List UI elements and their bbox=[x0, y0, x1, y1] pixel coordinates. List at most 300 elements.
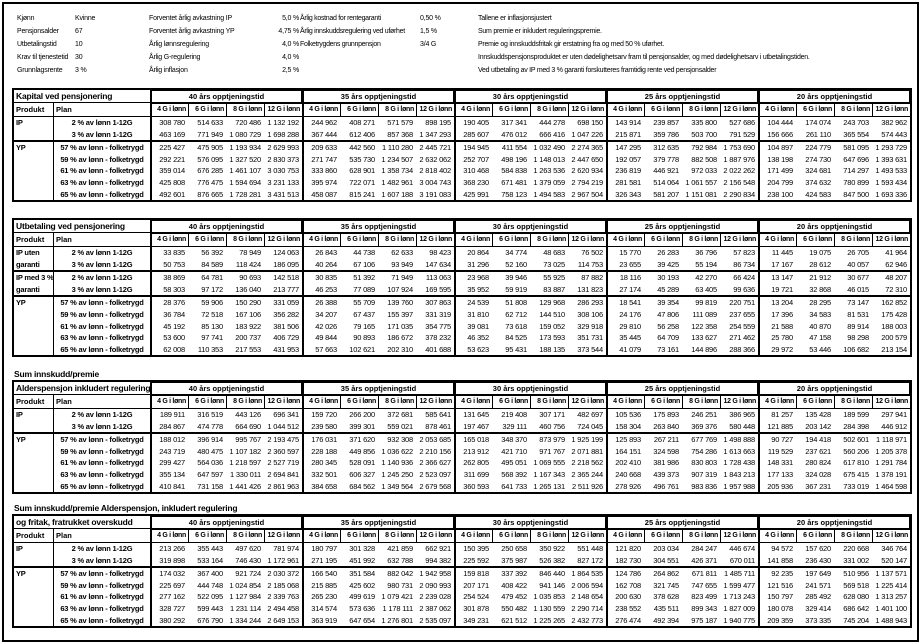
table-row bbox=[14, 555, 910, 567]
value-cell: 382 962 bbox=[881, 118, 907, 127]
produkt-cell bbox=[14, 189, 54, 201]
value-cell: 559 021 bbox=[387, 421, 413, 431]
value-cell: 203 034 bbox=[653, 544, 679, 553]
value-cell: 46 015 bbox=[847, 284, 869, 294]
param-label: Grunnlagsrente bbox=[17, 67, 63, 74]
plan-cell: 63 % av lønn - folketrygd bbox=[60, 177, 144, 187]
value-cell: 73 147 bbox=[847, 298, 869, 308]
value-cell: 244 962 bbox=[302, 117, 340, 129]
plan-cell: 61 % av lønn - folketrygd bbox=[60, 166, 144, 176]
value-cell: 1 151 081 bbox=[685, 189, 717, 199]
table-row bbox=[14, 189, 910, 201]
value-cell: 35 952 bbox=[454, 284, 492, 296]
value-cell: 19 721 bbox=[758, 284, 796, 296]
value-cell: 308 780 bbox=[150, 117, 188, 129]
value-cell: 514 064 bbox=[653, 177, 679, 187]
value-cell: 720 486 bbox=[235, 118, 261, 127]
value-cell: 337 392 bbox=[501, 569, 527, 579]
value-cell: 1 291 784 bbox=[875, 458, 907, 468]
value-cell: 1 140 936 bbox=[381, 458, 413, 468]
value-cell: 1 728 438 bbox=[723, 458, 755, 468]
value-cell: 131 823 bbox=[577, 284, 603, 294]
value-cell: 156 666 bbox=[758, 129, 796, 141]
salary-column-header: 12 G i lønn bbox=[264, 395, 302, 409]
value-cell: 568 392 bbox=[501, 469, 527, 479]
value-cell: 121 885 bbox=[758, 421, 796, 433]
value-cell: 194 418 bbox=[805, 435, 831, 445]
value-cell: 215 885 bbox=[302, 580, 340, 592]
value-cell: 139 760 bbox=[387, 298, 413, 308]
value-cell: 42 026 bbox=[302, 321, 340, 333]
param-value: 4,75 % bbox=[278, 28, 299, 35]
value-cell: 24 539 bbox=[454, 297, 492, 309]
value-cell: 59 906 bbox=[201, 298, 223, 308]
param-value: 5,0 % bbox=[282, 15, 299, 22]
value-cell: 26 843 bbox=[302, 247, 340, 259]
salary-column-header: 6 G i lønn bbox=[188, 395, 226, 409]
salary-column-header: 4 G i lønn bbox=[606, 395, 644, 409]
param-row bbox=[149, 38, 300, 51]
column-group-header: 30 års opptjeningstid bbox=[454, 90, 606, 103]
param-row bbox=[17, 51, 149, 64]
value-cell: 1 110 280 bbox=[381, 143, 413, 153]
plan-cell: 61 % av lønn - folketrygd bbox=[60, 458, 144, 468]
value-cell: 443 126 bbox=[235, 410, 261, 419]
value-cell: 76 502 bbox=[581, 248, 603, 257]
value-cell: 1 485 711 bbox=[723, 569, 755, 579]
salary-column-header: 6 G i lønn bbox=[340, 103, 378, 117]
value-cell: 857 368 bbox=[387, 129, 413, 139]
plan-cell: 3 % av lønn 1-12G bbox=[71, 284, 133, 294]
value-cell: 1 263 536 bbox=[533, 166, 565, 176]
table-row bbox=[14, 295, 910, 309]
value-cell: 628 901 bbox=[349, 166, 375, 176]
value-cell: 207 171 bbox=[454, 580, 492, 592]
value-cell: 2 210 156 bbox=[419, 446, 451, 456]
value-cell: 278 926 bbox=[606, 481, 644, 493]
table-title: Alderspensjon inkludert regulering bbox=[16, 383, 151, 393]
value-cell: 30 835 bbox=[302, 272, 340, 284]
table-grid bbox=[12, 380, 912, 494]
plan-cell: 59 % av lønn - folketrygd bbox=[60, 309, 144, 319]
value-cell: 189 599 bbox=[843, 410, 869, 419]
salary-column-header: 8 G i lønn bbox=[682, 395, 720, 409]
value-cell: 250 658 bbox=[501, 544, 527, 553]
value-cell: 113 063 bbox=[425, 273, 451, 283]
value-cell: 1 276 801 bbox=[381, 615, 413, 625]
salary-column-header: 6 G i lønn bbox=[188, 103, 226, 117]
value-cell: 72 518 bbox=[201, 309, 223, 319]
value-cell: 40 057 bbox=[847, 259, 869, 269]
value-cell: 425 808 bbox=[150, 177, 188, 189]
salary-column-header: 4 G i lønn bbox=[454, 395, 492, 409]
table-title: Utbetaling ved pensjonering bbox=[14, 220, 150, 233]
value-cell: 677 769 bbox=[691, 435, 717, 445]
salary-column-header: 12 G i lønn bbox=[568, 233, 606, 247]
plan-cell: 65 % av lønn - folketrygd bbox=[60, 615, 144, 625]
plan-cell: 2 % av lønn 1-12G bbox=[71, 248, 133, 257]
value-cell: 941 146 bbox=[539, 580, 565, 590]
value-cell: 1 925 199 bbox=[571, 435, 603, 445]
param-label: Kjønn bbox=[17, 15, 35, 22]
value-cell: 30 193 bbox=[657, 273, 679, 283]
value-cell: 1 047 226 bbox=[571, 129, 603, 139]
salary-column-header: 6 G i lønn bbox=[492, 395, 530, 409]
column-group-header: 25 års opptjeningstid bbox=[606, 382, 758, 395]
value-cell: 246 251 bbox=[691, 410, 717, 419]
value-cell: 26 705 bbox=[847, 248, 869, 257]
salary-column-header: 4 G i lønn bbox=[606, 233, 644, 247]
value-cell: 574 443 bbox=[881, 129, 907, 139]
value-cell: 331 059 bbox=[273, 298, 299, 308]
value-cell: 2 861 963 bbox=[267, 481, 299, 491]
value-cell: 111 089 bbox=[692, 309, 717, 319]
value-cell: 73 161 bbox=[657, 344, 679, 354]
value-cell: 2 239 028 bbox=[419, 592, 451, 602]
salary-column-header: 12 G i lønn bbox=[720, 529, 758, 543]
value-cell: 1 379 059 bbox=[533, 177, 565, 187]
value-cell: 39 354 bbox=[657, 298, 679, 308]
value-cell: 78 949 bbox=[239, 248, 261, 257]
value-cell: 284 247 bbox=[691, 544, 717, 553]
value-cell: 281 581 bbox=[606, 177, 644, 189]
value-cell: 406 729 bbox=[273, 333, 299, 343]
produkt-cell bbox=[14, 321, 54, 333]
value-cell: 435 511 bbox=[653, 603, 679, 613]
param-row bbox=[149, 12, 300, 25]
value-cell: 241 571 bbox=[805, 580, 831, 590]
value-cell: 351 584 bbox=[349, 569, 375, 579]
column-group-header: 40 års opptjeningstid bbox=[150, 220, 302, 233]
produkt-cell: YP bbox=[14, 297, 54, 309]
value-cell: 326 343 bbox=[606, 189, 644, 201]
value-cell: 1 728 281 bbox=[229, 189, 261, 199]
salary-column-header: 12 G i lønn bbox=[416, 103, 454, 117]
table-row bbox=[14, 321, 910, 333]
value-cell: 378 232 bbox=[425, 333, 451, 343]
value-cell: 90 893 bbox=[353, 333, 375, 343]
plan-cell: 57 % av lønn - folketrygd bbox=[60, 298, 144, 308]
value-cell: 164 151 bbox=[606, 446, 644, 458]
value-cell: 581 095 bbox=[843, 143, 869, 153]
value-cell: 2 290 834 bbox=[723, 189, 755, 199]
value-cell: 2 629 993 bbox=[267, 143, 299, 153]
table-row bbox=[14, 270, 910, 284]
value-cell: 2 365 244 bbox=[571, 469, 603, 479]
value-cell: 425 991 bbox=[454, 189, 492, 201]
value-cell: 55 925 bbox=[543, 273, 565, 283]
value-cell: 311 699 bbox=[454, 469, 492, 481]
produkt-cell: YP bbox=[14, 142, 54, 154]
salary-column-header: 12 G i lønn bbox=[264, 103, 302, 117]
value-cell: 52 160 bbox=[505, 259, 527, 269]
value-cell: 13 147 bbox=[758, 272, 796, 284]
value-cell: 324 028 bbox=[805, 469, 831, 479]
value-cell: 271 195 bbox=[302, 555, 340, 567]
value-cell: 48 683 bbox=[543, 248, 565, 257]
value-cell: 167 106 bbox=[235, 309, 261, 319]
value-cell: 56 392 bbox=[201, 248, 223, 257]
value-cell: 24 176 bbox=[606, 309, 644, 321]
salary-column-header: 8 G i lønn bbox=[530, 395, 568, 409]
value-cell: 102 621 bbox=[349, 344, 375, 354]
value-cell: 1 441 426 bbox=[229, 481, 261, 491]
value-cell: 307 171 bbox=[539, 410, 565, 419]
salary-column-header: 8 G i lønn bbox=[682, 103, 720, 117]
value-cell: 1 044 512 bbox=[267, 421, 299, 431]
value-cell: 301 878 bbox=[454, 603, 492, 615]
value-cell: 165 018 bbox=[454, 434, 492, 446]
value-cell: 606 327 bbox=[349, 469, 375, 479]
value-cell: 1 293 729 bbox=[875, 143, 907, 153]
value-cell: 62 946 bbox=[885, 259, 907, 269]
value-cell: 564 036 bbox=[197, 458, 223, 468]
produkt-cell bbox=[14, 555, 54, 567]
value-cell: 64 709 bbox=[657, 333, 679, 343]
value-cell: 174 032 bbox=[150, 568, 188, 580]
value-cell: 180 078 bbox=[758, 603, 796, 615]
value-cell: 81 257 bbox=[758, 409, 796, 421]
value-cell: 131 645 bbox=[454, 409, 492, 421]
value-cell: 261 110 bbox=[805, 129, 831, 139]
value-cell: 316 519 bbox=[197, 410, 223, 419]
value-cell: 148 331 bbox=[758, 457, 796, 469]
value-cell: 367 444 bbox=[302, 129, 340, 141]
value-cell: 317 341 bbox=[501, 118, 527, 127]
value-cell: 1 193 934 bbox=[229, 143, 261, 153]
value-cell: 141 858 bbox=[758, 555, 796, 567]
salary-column-header: 6 G i lønn bbox=[796, 529, 834, 543]
value-cell: 147 634 bbox=[425, 259, 451, 269]
value-cell: 451 992 bbox=[349, 555, 375, 565]
value-cell: 369 376 bbox=[691, 421, 717, 431]
value-cell: 584 838 bbox=[501, 166, 527, 176]
value-cell: 209 633 bbox=[302, 142, 340, 154]
value-cell: 439 373 bbox=[653, 469, 679, 479]
value-cell: 40 870 bbox=[809, 321, 831, 331]
value-cell: 175 428 bbox=[881, 309, 907, 319]
value-cell: 1 713 243 bbox=[723, 592, 755, 602]
plan-column-header: Plan bbox=[54, 529, 150, 543]
value-cell: 1 132 192 bbox=[267, 118, 299, 127]
value-cell: 2 053 685 bbox=[419, 435, 451, 445]
value-cell: 442 560 bbox=[349, 143, 375, 153]
salary-column-header: 4 G i lønn bbox=[302, 395, 340, 409]
value-cell: 528 091 bbox=[349, 458, 375, 468]
value-cell: 147 295 bbox=[606, 142, 644, 154]
value-cell: 332 501 bbox=[302, 469, 340, 481]
salary-column-header: 8 G i lønn bbox=[226, 395, 264, 409]
value-cell: 133 627 bbox=[691, 333, 717, 343]
value-cell: 411 554 bbox=[501, 143, 527, 153]
value-cell: 62 633 bbox=[391, 248, 413, 257]
value-cell: 2 387 062 bbox=[419, 603, 451, 613]
value-cell: 265 230 bbox=[302, 591, 340, 603]
plan-cell: 3 % av lønn 1-12G bbox=[71, 129, 133, 139]
value-cell: 271 462 bbox=[729, 333, 755, 343]
value-cell: 1 358 734 bbox=[381, 166, 413, 176]
salary-column-header: 4 G i lønn bbox=[454, 233, 492, 247]
value-cell: 724 045 bbox=[577, 421, 603, 431]
footnotes bbox=[478, 12, 810, 77]
value-cell: 373 544 bbox=[577, 344, 603, 354]
value-cell: 497 620 bbox=[235, 544, 261, 553]
value-cell: 59 919 bbox=[505, 284, 527, 294]
value-cell: 73 618 bbox=[505, 321, 527, 331]
value-cell: 110 353 bbox=[197, 344, 223, 354]
value-cell: 492 394 bbox=[653, 615, 679, 625]
table-title: og fritak, fratrukket overskudd bbox=[14, 516, 150, 529]
value-cell: 73 025 bbox=[543, 259, 565, 269]
value-cell: 446 674 bbox=[729, 544, 755, 553]
value-cell: 213 266 bbox=[150, 543, 188, 555]
note-line: Sum premie er inkludert reguleringspremie. bbox=[478, 28, 602, 35]
value-cell: 17 167 bbox=[758, 259, 796, 271]
produkt-cell: IP med 3 % bbox=[16, 273, 54, 283]
table-group-header-row bbox=[14, 516, 910, 529]
value-cell: 197 467 bbox=[454, 421, 492, 433]
value-cell: 676 285 bbox=[197, 166, 223, 176]
value-cell: 92 235 bbox=[758, 568, 796, 580]
salary-column-header: 6 G i lønn bbox=[492, 233, 530, 247]
value-cell: 23 968 bbox=[454, 272, 492, 284]
value-cell: 2 006 594 bbox=[571, 580, 603, 590]
value-cell: 571 579 bbox=[387, 118, 413, 127]
value-cell: 878 461 bbox=[425, 421, 451, 431]
param-value: 2,5 % bbox=[282, 67, 299, 74]
value-cell: 1 864 535 bbox=[571, 569, 603, 579]
salary-column-header: 6 G i lønn bbox=[340, 233, 378, 247]
value-cell: 372 681 bbox=[387, 410, 413, 419]
table-row bbox=[14, 140, 910, 154]
plan-cell: 57 % av lønn - folketrygd bbox=[60, 569, 144, 579]
salary-column-header: 12 G i lønn bbox=[872, 529, 910, 543]
value-cell: 2 967 504 bbox=[571, 189, 603, 199]
value-cell: 2 830 373 bbox=[267, 154, 299, 164]
value-cell: 319 898 bbox=[150, 555, 188, 567]
salary-column-header: 8 G i lønn bbox=[226, 529, 264, 543]
value-cell: 983 836 bbox=[691, 481, 717, 491]
param-value: 0,50 % bbox=[420, 15, 441, 22]
table-row bbox=[14, 591, 910, 603]
salary-column-header: 12 G i lønn bbox=[872, 395, 910, 409]
value-cell: 308 106 bbox=[577, 309, 603, 319]
value-cell: 1 245 250 bbox=[381, 469, 413, 479]
value-cell: 664 690 bbox=[235, 421, 261, 431]
value-cell: 64 781 bbox=[201, 273, 223, 283]
value-cell: 83 887 bbox=[543, 284, 565, 294]
salary-column-header: 12 G i lønn bbox=[416, 233, 454, 247]
param-value: 3/4 G bbox=[420, 41, 437, 48]
salary-column-header: 6 G i lønn bbox=[644, 395, 682, 409]
value-cell: 53 446 bbox=[809, 344, 831, 354]
value-cell: 421 710 bbox=[501, 446, 527, 456]
salary-column-header: 6 G i lønn bbox=[644, 103, 682, 117]
value-cell: 1 127 984 bbox=[229, 592, 261, 602]
value-cell: 771 949 bbox=[197, 129, 223, 139]
value-cell: 2 694 841 bbox=[267, 469, 299, 479]
table-row bbox=[14, 409, 910, 421]
plan-cell: 2 % av lønn 1-12G bbox=[71, 273, 133, 283]
value-cell: 276 474 bbox=[606, 615, 644, 627]
value-cell: 921 724 bbox=[235, 569, 261, 579]
table-title-line1: Sum innskudd/premie Alderspensjon, inkludert regulering bbox=[14, 503, 238, 513]
value-cell: 99 636 bbox=[733, 284, 755, 294]
plan-cell: 57 % av lønn - folketrygd bbox=[60, 435, 144, 445]
value-cell: 35 445 bbox=[606, 332, 644, 344]
salary-column-header: 4 G i lønn bbox=[150, 103, 188, 117]
value-cell: 2 445 721 bbox=[419, 143, 451, 153]
value-cell: 882 042 bbox=[387, 569, 413, 579]
value-cell: 62 712 bbox=[505, 309, 527, 319]
value-cell: 647 597 bbox=[197, 469, 223, 479]
value-cell: 1 231 114 bbox=[229, 603, 261, 613]
value-cell: 3 231 133 bbox=[267, 177, 299, 187]
value-cell: 104 897 bbox=[758, 142, 796, 154]
data-table-1 bbox=[12, 88, 912, 202]
plan-column-header: Plan bbox=[54, 395, 150, 409]
value-cell: 1 401 100 bbox=[875, 603, 907, 613]
produkt-column-header: Produkt bbox=[14, 395, 54, 409]
plan-cell: 61 % av lønn - folketrygd bbox=[60, 321, 144, 331]
value-cell: 2 071 881 bbox=[571, 446, 603, 456]
table-row bbox=[14, 165, 910, 177]
value-cell: 714 297 bbox=[843, 166, 869, 176]
value-cell: 2 620 934 bbox=[571, 166, 603, 176]
value-cell: 972 033 bbox=[691, 166, 717, 176]
value-cell: 180 797 bbox=[302, 543, 340, 555]
value-cell: 1 130 559 bbox=[533, 603, 565, 613]
param-row bbox=[149, 64, 300, 77]
produkt-cell: IP uten bbox=[14, 247, 54, 259]
value-cell: 424 583 bbox=[805, 189, 831, 199]
value-cell: 28 376 bbox=[150, 297, 188, 309]
value-cell: 2 090 993 bbox=[419, 580, 451, 590]
value-cell: 39 425 bbox=[657, 259, 679, 269]
value-cell: 846 440 bbox=[539, 569, 565, 579]
salary-column-header: 12 G i lønn bbox=[872, 233, 910, 247]
value-cell: 162 852 bbox=[881, 298, 907, 308]
value-cell: 1 107 182 bbox=[229, 446, 261, 456]
value-cell: 159 052 bbox=[539, 321, 565, 331]
value-cell: 143 914 bbox=[606, 117, 644, 129]
value-cell: 1 482 961 bbox=[381, 177, 413, 187]
value-cell: 292 221 bbox=[150, 154, 188, 166]
note-line: Premie og innskuddsfritak gir erstatning fra og med 50 % uførhet. bbox=[478, 41, 665, 48]
value-cell: 502 601 bbox=[843, 435, 869, 445]
value-cell: 219 408 bbox=[501, 410, 527, 419]
value-cell: 1 461 107 bbox=[229, 166, 261, 176]
note-line: Tallene er inflasjonsjustert bbox=[478, 15, 552, 22]
value-cell: 526 382 bbox=[539, 555, 565, 565]
salary-column-header: 4 G i lønn bbox=[454, 103, 492, 117]
value-cell: 121 516 bbox=[758, 580, 796, 592]
salary-column-header: 4 G i lønn bbox=[302, 529, 340, 543]
value-cell: 1 079 421 bbox=[381, 592, 413, 602]
plan-cell: 61 % av lønn - folketrygd bbox=[60, 592, 144, 602]
value-cell: 1 069 555 bbox=[533, 458, 565, 468]
produkt-cell: garanti bbox=[14, 284, 54, 296]
value-cell: 2 030 372 bbox=[267, 569, 299, 579]
value-cell: 333 860 bbox=[302, 165, 340, 177]
value-cell: 1 172 961 bbox=[267, 555, 299, 565]
value-cell: 42 270 bbox=[695, 273, 717, 283]
param-row bbox=[17, 38, 149, 51]
salary-column-header: 12 G i lønn bbox=[720, 233, 758, 247]
value-cell: 177 133 bbox=[758, 469, 796, 481]
column-group-header: 35 års opptjeningstid bbox=[302, 516, 454, 529]
value-cell: 213 154 bbox=[881, 344, 907, 354]
